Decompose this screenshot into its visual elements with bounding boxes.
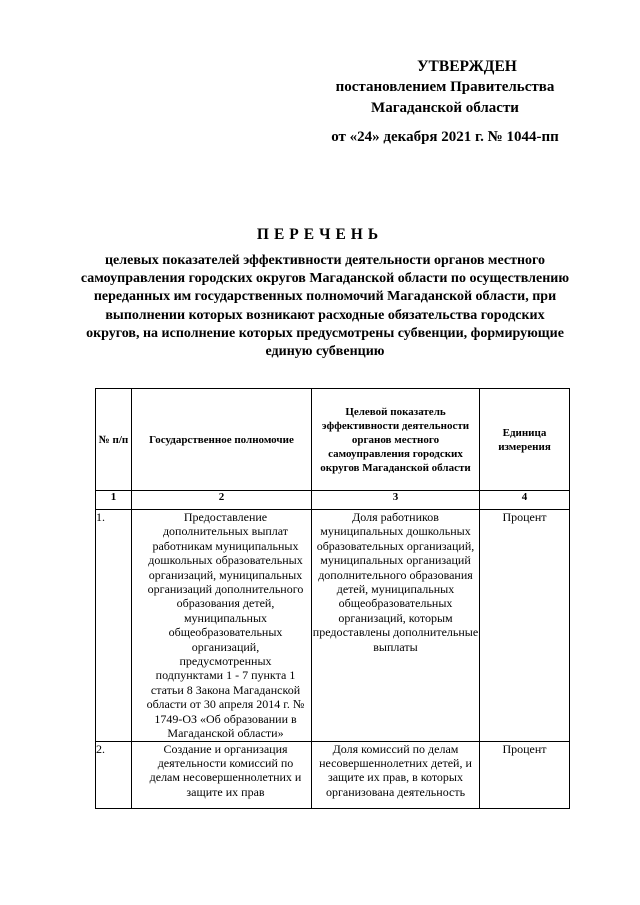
approval-line-2: Магаданской области (371, 100, 519, 116)
column-number: 2 (132, 491, 312, 510)
row-number: 2. (96, 741, 132, 808)
table-column-numbers-row (96, 491, 570, 510)
header-authority: Государственное полномочие (132, 389, 312, 491)
header-number: № п/п (96, 389, 132, 491)
document-title: ПЕРЕЧЕНЬ (256, 226, 384, 243)
header-indicator: Целевой показатель эффективности деятельности органов местного самоуправления городских округов Магаданской области (312, 389, 480, 491)
document-subtitle: целевых показателей эффективности деятельности органов местного самоуправления городских округов Магаданской области по осуществлению переданных им государственных полномочий Магаданской области, при выполнении которых возникают расходные обязательства городских округов, на исполнение которых предусмотрены субвенции, формирующие единую субвенцию (80, 253, 570, 360)
row-number: 1. (96, 510, 132, 742)
approval-heading: УТВЕРЖДЕН (417, 58, 517, 75)
header-unit: Единица измерения (480, 389, 570, 491)
row-authority: Предоставление дополнительных выплат работникам муниципальных дошкольных образовательных организаций, муниципальных организаций дополнительного образования детей, муниципальных общеобразовательных организаций, предусмотренных подпунктами 1 - 7 пункта 1 статьи 8 Закона Магаданской области от 30 апреля 2014 г. № 1749-ОЗ «Об образовании в Магаданской области» (132, 510, 312, 742)
row-indicator: Доля работников муниципальных дошкольных образовательных организаций, муниципальных организаций дополнительного образования детей, муниципальных общеобразовательных организаций, которым предоставлены дополнительные выплаты (312, 510, 480, 742)
table-row (96, 510, 570, 742)
column-number: 4 (480, 491, 570, 510)
row-indicator: Доля комиссий по делам несовершеннолетних детей, и защите их прав, в которых организована деятельность (312, 741, 480, 808)
column-number: 1 (96, 491, 132, 510)
row-authority: Создание и организация деятельности комиссий по делам несовершеннолетних и защите их прав (132, 741, 312, 808)
approval-date: от «24» декабря 2021 г. № 1044-пп (331, 129, 559, 145)
approval-line-1: постановлением Правительства (335, 79, 555, 95)
table-row (96, 741, 570, 808)
row-unit: Процент (480, 741, 570, 808)
table-header-row (96, 389, 570, 491)
row-unit: Процент (480, 510, 570, 742)
indicators-table (95, 388, 570, 809)
column-number: 3 (312, 491, 480, 510)
approval-block (330, 56, 560, 148)
